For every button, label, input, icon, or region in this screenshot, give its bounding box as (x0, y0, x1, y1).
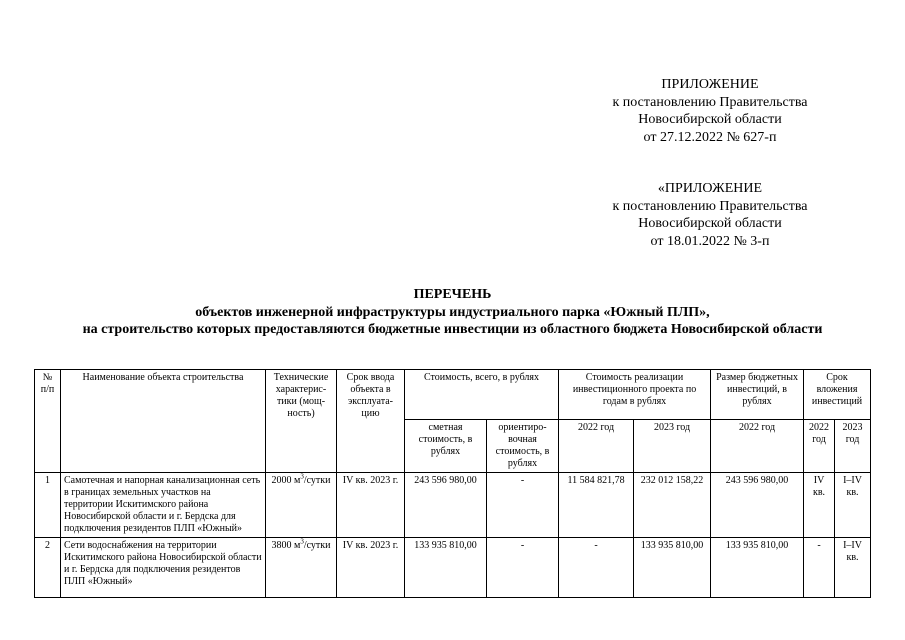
tech-suffix: /сутки (303, 475, 331, 486)
header-impl-group: Стоимость реализации инвестиционного проекта по годам в рублях (559, 370, 711, 420)
row-cost-approx: - (487, 538, 559, 598)
header-impl-2023: 2023 год (634, 420, 711, 473)
document-subtitle: на строительство которых предоставляются бюджетные инвестиции из областного бюджета Новосибирской области (82, 322, 823, 337)
tech-unit-superscript: 3 (300, 537, 304, 546)
appendix-current (560, 76, 860, 146)
appendix-line: к постановлению Правительства (612, 198, 808, 214)
row-budget-2022: 133 935 810,00 (711, 538, 804, 598)
document-heading (0, 286, 905, 339)
row-tech (266, 538, 337, 598)
row-tech (266, 473, 337, 538)
table-header-row (35, 370, 871, 420)
row-object-name: Сети водоснабжения на территории Искитимского района Новосибирской области и г. Бердска для подключения резидентов ПЛП «Южный» (61, 538, 266, 598)
row-impl-2022: 11 584 821,78 (559, 473, 634, 538)
row-impl-2022: - (559, 538, 634, 598)
appendix-line: к постановлению Правительства (612, 94, 808, 110)
table-row (35, 538, 871, 598)
row-num: 2 (35, 538, 61, 598)
appendix-title: ПРИЛОЖЕНИЕ (661, 77, 759, 92)
appendix-line: Новосибирской области (638, 112, 782, 127)
row-cost-estimated: 243 596 980,00 (405, 473, 487, 538)
appendix-previous (560, 180, 860, 250)
objects-table (34, 369, 871, 598)
row-object-name: Самотечная и напорная канализационная сеть в границах земельных участков на территории Искитимского района Новосибирской области и г. Бердска для подключения резидентов ПЛП «Южный» (61, 473, 266, 538)
header-num: № п/п (35, 370, 61, 473)
header-cost-approx: ориентиро-вочная стоимость, в рублях (487, 420, 559, 473)
row-impl-2023: 133 935 810,00 (634, 538, 711, 598)
header-impl-2022: 2022 год (559, 420, 634, 473)
row-commission: IV кв. 2023 г. (337, 473, 405, 538)
row-cost-approx: - (487, 473, 559, 538)
tech-value: 3800 м (271, 540, 301, 551)
appendix-title: «ПРИЛОЖЕНИЕ (657, 181, 763, 196)
document-subtitle: объектов инженерной инфраструктуры индустриального парка «Южный ПЛП», (195, 304, 710, 320)
document-title: ПЕРЕЧЕНЬ (413, 287, 492, 302)
header-cost-estimated: сметная стоимость, в рублях (405, 420, 487, 473)
header-name: Наименование объекта строительства (61, 370, 266, 473)
header-period-2022: 2022 год (804, 420, 835, 473)
header-tech: Технические характерис-тики (мощ-ность) (266, 370, 337, 473)
tech-suffix: /сутки (303, 540, 331, 551)
row-budget-2022: 243 596 980,00 (711, 473, 804, 538)
tech-value: 2000 м (271, 475, 301, 486)
appendix-date-number: от 27.12.2022 № 627-п (643, 129, 777, 145)
row-period-2023: I–IV кв. (835, 473, 871, 538)
tech-unit-superscript: 3 (300, 472, 304, 481)
row-period-2022: - (804, 538, 835, 598)
appendix-line: Новосибирской области (638, 216, 782, 231)
row-period-2023: I–IV кв. (835, 538, 871, 598)
row-num: 1 (35, 473, 61, 538)
row-impl-2023: 232 012 158,22 (634, 473, 711, 538)
header-budget-2022: 2022 год (711, 420, 804, 473)
header-period-2023: 2023 год (835, 420, 871, 473)
header-cost-group: Стоимость, всего, в рублях (405, 370, 559, 420)
row-cost-estimated: 133 935 810,00 (405, 538, 487, 598)
header-period-group: Срок вложения инвестиций (804, 370, 871, 420)
table-row (35, 473, 871, 538)
header-commission: Срок ввода объекта в эксплуата-цию (337, 370, 405, 473)
header-budget-group: Размер бюджетных инвестиций, в рублях (711, 370, 804, 420)
row-period-2022: IV кв. (804, 473, 835, 538)
appendix-date-number: от 18.01.2022 № 3-п (650, 233, 770, 249)
row-commission: IV кв. 2023 г. (337, 538, 405, 598)
